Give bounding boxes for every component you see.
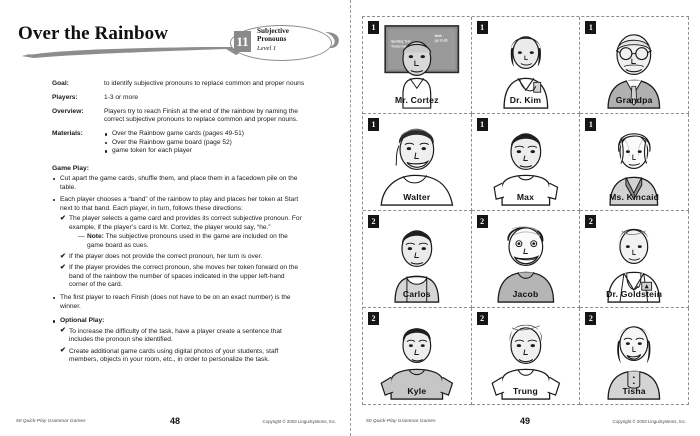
goal-value: to identify subjective pronouns to replace common and proper nouns [104,80,305,87]
footer-copyright: Copyright © 2003 LinguiSystems, Inc. [612,418,686,424]
badge-line1: Subjective [257,27,289,35]
card-name: Tisha [622,386,646,396]
game-card[interactable] [363,114,472,211]
card-number: 1 [477,118,488,131]
list-item [60,328,302,345]
materials-label: Materials: [52,130,83,138]
list-item: Over the Rainbow game cards (pages 49-51) [104,130,244,139]
card-number: 2 [477,312,488,325]
badge-line2: Pronouns [257,34,287,43]
card-name: Dr. Kim [509,95,542,105]
optional-play-list [60,328,302,365]
right-page [350,0,700,436]
game-cards-grid [362,16,689,405]
meta-row-overview [52,108,350,125]
page-title: Over the Rainbow [18,23,169,44]
goal-label: Goal: [52,80,69,87]
list-item [52,317,302,364]
note-label: Note: [87,233,104,241]
checkmark-icon: ✔ [60,327,66,335]
chalk-line3: Math [434,33,443,38]
opt2-text: Create additional game cards using digital photos of your students, staff members, objects in your room, etc., in order to personalize the task. [69,347,279,364]
card-number: 2 [368,215,379,228]
card-number: 1 [368,21,379,34]
list-item [60,215,302,250]
meta-row-goal [52,80,350,88]
chalk-line1: Spelling Test [391,39,411,44]
check1-text: The player selects a game card and provides its correct subjective pronoun. For example, if the player’s card is Mr. Cortez, the player would say, “he.” [69,215,302,231]
game-card[interactable] [363,308,472,405]
card-name: Grandpa [615,95,653,105]
card-name: Walter [403,192,431,202]
card-name: Trung [513,386,538,396]
em-dash-icon: — [78,233,85,241]
chalk-line4: pp 12-28 [434,38,448,43]
card-name: Mr. Cortez [395,95,439,105]
game-play-list [52,175,302,365]
materials-list [104,130,244,156]
game-card[interactable] [580,308,689,405]
card-name: Ms. Kincaid [609,192,660,202]
footer-book-title: 50 Quick-Play Grammar Games [366,418,436,424]
overview-value: Players try to reach Finish at the end of the rainbow by naming the correct subjective pronouns to replace common and proper nouns. [104,107,298,124]
card-name: Max [516,192,535,202]
card-number: 2 [585,215,596,228]
players-value: 1-3 or more [104,93,139,101]
card-name: Jacob [512,289,539,299]
list-item [52,196,302,290]
meta-block [52,80,350,156]
page-number: 48 [169,416,180,426]
checkmark-icon: ✔ [60,347,66,354]
page-number: 49 [519,416,530,426]
lesson-badge [216,22,342,66]
card-number: 2 [585,312,596,325]
checkmark-icon: ✔ [60,252,66,260]
note-text: The subjective pronouns used in the game are included on the game board as cues. [87,233,288,250]
overview-label: Overview: [52,107,84,115]
card-number: 1 [585,21,596,34]
footer-book-title: 50 Quick-Play Grammar Games [16,418,86,424]
bullet2-text: Each player chooses a “band” of the rainbow to play and places her token at Start next to that band. Each player, in turn, follows these directions: [60,196,299,212]
game-card[interactable] [363,17,472,114]
chalk-line2: Tomorrow [391,44,407,49]
game-card[interactable] [363,211,472,308]
check3-text: If the player provides the correct pronoun, she moves her token forward on the band of the rainbow the number of spaces indicated in the upper left-hand corner of the card. [69,264,299,289]
badge-number: 11 [234,31,251,52]
list-item [60,348,302,365]
game-play-heading: Game Play: [52,164,90,172]
players-label: Players: [52,93,78,101]
list-item: Over the Rainbow game board (page 52) [104,139,244,148]
card-name: Carlos [402,289,431,299]
checkmark-icon: ✔ [60,263,66,271]
directions-list [60,215,302,290]
card-number: 2 [477,215,488,228]
meta-row-materials [52,130,350,156]
list-item: Cut apart the game cards, shuffle them, and place them in a facedown pile on the table. [52,175,302,192]
left-footer [0,415,350,427]
meta-row-players [52,94,350,102]
card-number: 1 [477,21,488,34]
game-card[interactable] [472,211,581,308]
right-footer [350,415,700,427]
list-item [60,264,302,290]
card-name: Kyle [407,386,427,396]
game-card[interactable] [580,17,689,114]
check2-text: If the player does not provide the correct pronoun, her turn is over. [69,253,263,261]
opt1-text: To increase the difficulty of the task, have a player create a sentence that includes the pronoun she identified. [69,327,282,344]
game-card[interactable] [472,308,581,405]
page-gutter-divider [350,0,351,436]
game-card[interactable] [472,114,581,211]
title-block [18,24,350,70]
list-item: game token for each player [104,147,244,156]
checkmark-icon: ✔ [60,214,66,222]
list-item [60,253,302,262]
footer-copyright: Copyright © 2003 LinguiSystems, Inc. [262,418,336,424]
badge-level: Level 1 [257,45,277,53]
game-card[interactable] [580,114,689,211]
optional-play-label: Optional Play: [60,317,105,325]
card-number: 1 [585,118,596,131]
card-number: 1 [368,118,379,131]
card-name: Dr. Goldstein [606,289,663,299]
list-item: The first player to reach Finish (does not have to be on an exact number) is the winner. [52,294,302,311]
note-line [69,233,302,250]
card-number: 2 [368,312,379,325]
game-card[interactable] [472,17,581,114]
game-card[interactable] [580,211,689,308]
badge-text [257,28,331,53]
